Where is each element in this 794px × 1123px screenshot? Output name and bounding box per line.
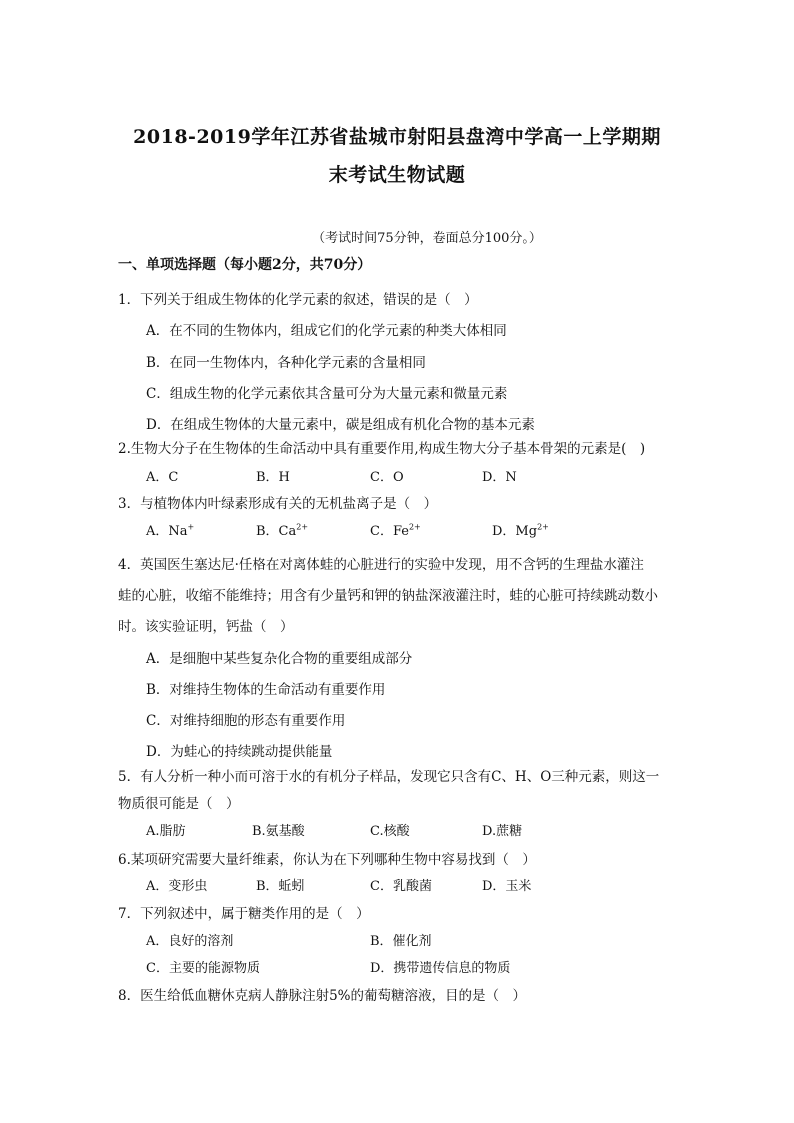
question-1-option-c: C．组成生物的化学元素依其含量可分为大量元素和微量元素 — [146, 386, 508, 402]
question-6-option-d: D．玉米 — [482, 879, 532, 894]
option-text: C．Fe — [370, 524, 409, 539]
question-1-option-b: B．在同一生物体内，各种化学元素的含量相同 — [146, 355, 426, 371]
question-2-option-c: C．O — [370, 470, 404, 485]
charge-superscript: 2+ — [537, 522, 549, 532]
question-7-option-d: D．携带遗传信息的物质 — [370, 961, 511, 976]
page-title: 2018-2019学年江苏省盐城市射阳县盘湾中学高一上学期期 — [133, 126, 661, 148]
page-title-continued: 末考试生物试题 — [328, 164, 466, 186]
question-2-option-b: B．H — [256, 470, 290, 485]
question-5-option-b: B.氨基酸 — [252, 824, 305, 839]
question-4-option-a: A．是细胞中某些复杂化合物的重要组成部分 — [146, 651, 413, 667]
question-6-stem: 6.某项研究需要大量纤维素，你认为在下列哪种生物中容易找到（ ） — [118, 852, 536, 868]
question-1-option-d: D．在组成生物体的大量元素中，碳是组成有机化合物的基本元素 — [146, 417, 535, 433]
question-6-option-b: B．蚯蚓 — [256, 879, 305, 894]
option-text: D．Mg — [492, 524, 538, 539]
question-4-option-b: B．对维持生物体的生命活动有重要作用 — [146, 682, 386, 698]
option-text: B．Ca — [256, 524, 297, 539]
question-5-option-a: A.脂肪 — [146, 824, 186, 839]
question-3-option-a — [146, 520, 194, 539]
question-8-stem: 8．医生给低血糖休克病人静脉注射5%的葡萄糖溶液，目的是（ ） — [118, 988, 527, 1004]
question-4-stem-line-2: 蛙的心脏，收缩不能维持；用含有少量钙和钾的钠盐深液灌注时，蛙的心脏可持续跳动数小 — [118, 588, 658, 604]
charge-superscript: 2+ — [408, 522, 421, 532]
question-4-stem-line-3: 时。该实验证明，钙盐（ ） — [118, 619, 294, 635]
question-6-option-c: C．乳酸菌 — [370, 879, 432, 894]
question-1-option-a: A．在不同的生物体内，组成它们的化学元素的种类大体相同 — [146, 323, 507, 339]
question-3-option-b — [256, 520, 308, 539]
charge-superscript: 2+ — [296, 522, 309, 532]
question-7-option-a: A．良好的溶剂 — [146, 934, 234, 949]
question-3-option-d — [492, 520, 549, 539]
question-2-stem: 2.生物大分子在生物体的生命活动中具有重要作用,构成生物大分子基本骨架的元素是( ) — [118, 441, 646, 457]
question-5-option-c: C.核酸 — [370, 824, 410, 839]
question-7-stem: 7．下列叙述中，属于糖类作用的是（ ） — [118, 906, 370, 922]
question-7-option-c: C．主要的能源物质 — [146, 961, 260, 976]
question-3-stem: 3．与植物体内叶绿素形成有关的无机盐离子是（ ） — [118, 496, 438, 512]
charge-superscript: + — [187, 522, 195, 532]
question-2-option-a: A．C — [146, 470, 179, 485]
option-text: A．Na — [146, 524, 188, 539]
question-5-stem-line-2: 物质很可能是（ ） — [118, 796, 240, 812]
question-4-option-d: D．为蛙心的持续跳动提供能量 — [146, 744, 333, 760]
section-heading: 一、单项选择题（每小题2分，共70分） — [118, 257, 372, 273]
question-2-option-d: D．N — [482, 470, 517, 485]
question-1-stem: 1．下列关于组成生物体的化学元素的叙述，错误的是（ ） — [118, 292, 478, 308]
question-7-option-b: B．催化剂 — [370, 934, 432, 949]
question-5-stem-line-1: 5．有人分析一种小而可溶于水的有机分子样品，发现它只含有C、H、O三种元素，则这一 — [118, 769, 660, 785]
question-4-option-c: C．对维持细胞的形态有重要作用 — [146, 713, 346, 729]
exam-note: （考试时间75分钟，卷面总分100分。） — [312, 231, 542, 246]
question-4-stem-line-1: 4．英国医生塞达尼·任格在对离体蛙的心脏进行的实验中发现，用不含钙的生理盐水灌注 — [118, 557, 644, 573]
question-3-option-c — [370, 520, 421, 539]
question-5-option-d: D.蔗糖 — [482, 824, 523, 839]
question-6-option-a: A．变形虫 — [146, 879, 208, 894]
